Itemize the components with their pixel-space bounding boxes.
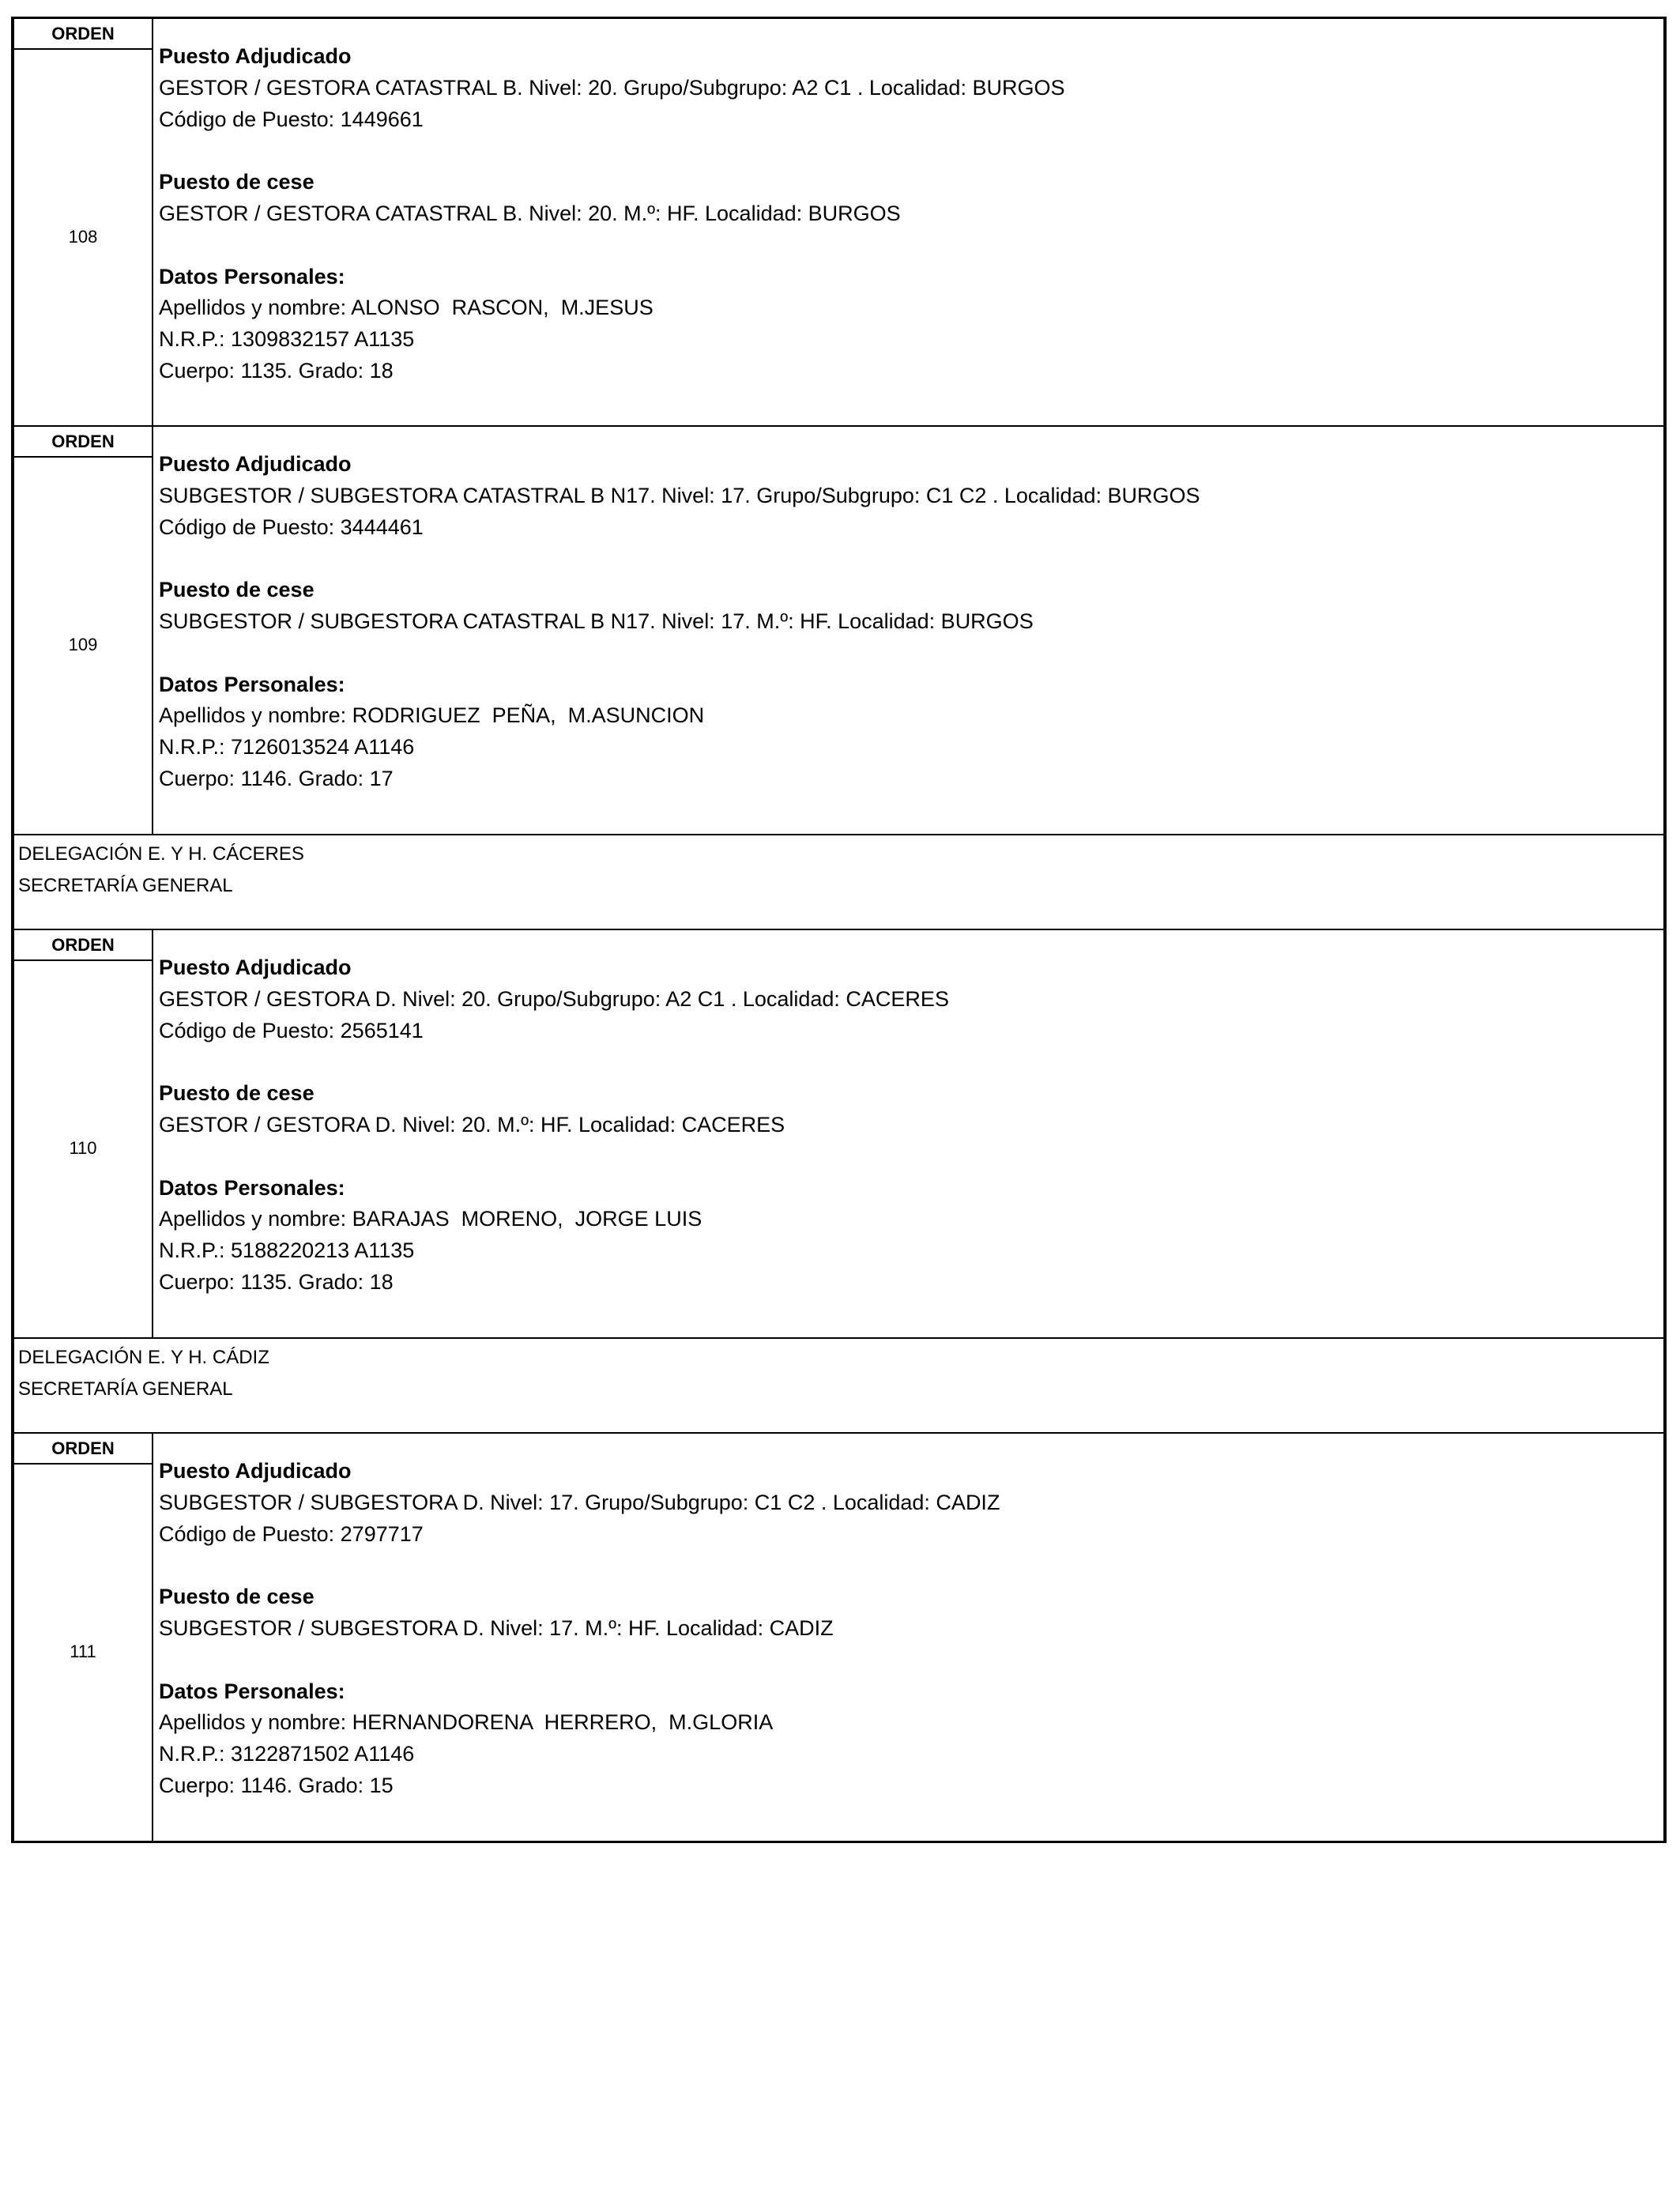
secretaria-label: SECRETARÍA GENERAL [18, 875, 233, 896]
cuerpo-grado: Cuerpo: 1146. Grado: 17 [159, 766, 394, 790]
orden-number: 110 [69, 1138, 97, 1158]
puesto-adjudicado-heading: Puesto Adjudicado [159, 452, 352, 476]
orden-header: ORDEN [14, 427, 152, 458]
puesto-cese-text: SUBGESTOR / SUBGESTORA D. Nivel: 17. M.º: HF. Localidad: CADIZ [159, 1615, 834, 1640]
puesto-adjudicado-text: GESTOR / GESTORA CATASTRAL B. Nivel: 20. Grupo/Subgrupo: A2 C1 . Localidad: BURGOS [159, 75, 1065, 100]
entry-content [153, 1434, 1663, 1841]
entry-row [11, 1432, 1667, 1843]
entry-content [153, 19, 1663, 425]
nrp: N.R.P.: 1309832157 A1135 [159, 327, 415, 352]
orden-column [14, 427, 153, 834]
datos-personales-heading: Datos Personales: [159, 1679, 345, 1703]
orden-column [14, 1434, 153, 1841]
cuerpo-grado: Cuerpo: 1146. Grado: 15 [159, 1773, 394, 1797]
entry-row [11, 17, 1667, 425]
datos-personales-heading: Datos Personales: [159, 264, 345, 288]
entry-content [153, 930, 1663, 1337]
adjudication-table [11, 17, 1667, 1843]
orden-column [14, 930, 153, 1337]
codigo-puesto: Código de Puesto: 3444461 [159, 515, 424, 539]
nrp: N.R.P.: 7126013524 A1146 [159, 735, 415, 760]
puesto-cese-text: GESTOR / GESTORA CATASTRAL B. Nivel: 20. M.º: HF. Localidad: BURGOS [159, 201, 901, 225]
apellidos-nombre: Apellidos y nombre: ALONSO RASCON, M.JESUS [159, 296, 654, 320]
apellidos-nombre: Apellidos y nombre: HERNANDORENA HERRERO, M.GLORIA [159, 1710, 774, 1735]
orden-number: 111 [70, 1642, 96, 1661]
puesto-cese-heading: Puesto de cese [159, 1585, 315, 1609]
delegacion-label: DELEGACIÓN E. Y H. CÁDIZ [18, 1347, 269, 1368]
codigo-puesto: Código de Puesto: 1449661 [159, 107, 424, 131]
datos-personales-heading: Datos Personales: [159, 1175, 345, 1200]
datos-personales-heading: Datos Personales: [159, 672, 345, 696]
orden-header: ORDEN [14, 930, 152, 961]
puesto-cese-heading: Puesto de cese [159, 578, 315, 602]
codigo-puesto: Código de Puesto: 2797717 [159, 1521, 424, 1546]
apellidos-nombre: Apellidos y nombre: RODRIGUEZ PEÑA, M.ASUNCION [159, 703, 705, 728]
puesto-adjudicado-text: SUBGESTOR / SUBGESTORA D. Nivel: 17. Grupo/Subgrupo: C1 C2 . Localidad: CADIZ [159, 1490, 1000, 1514]
entry-content [153, 427, 1663, 834]
delegacion-label: DELEGACIÓN E. Y H. CÁCERES [18, 843, 304, 865]
cuerpo-grado: Cuerpo: 1135. Grado: 18 [159, 358, 394, 383]
puesto-adjudicado-heading: Puesto Adjudicado [159, 1459, 352, 1483]
section-header [11, 834, 1667, 929]
puesto-adjudicado-heading: Puesto Adjudicado [159, 44, 352, 68]
puesto-adjudicado-heading: Puesto Adjudicado [159, 956, 352, 979]
orden-header: ORDEN [14, 1434, 152, 1465]
puesto-cese-heading: Puesto de cese [159, 170, 315, 194]
entry-row [11, 425, 1667, 834]
nrp: N.R.P.: 5188220213 A1135 [159, 1238, 415, 1263]
puesto-adjudicado-text: SUBGESTOR / SUBGESTORA CATASTRAL B N17. Nivel: 17. Grupo/Subgrupo: C1 C2 . Localidad: BURGOS [159, 483, 1200, 507]
orden-header: ORDEN [14, 19, 152, 50]
orden-number: 109 [68, 635, 98, 654]
puesto-cese-text: GESTOR / GESTORA D. Nivel: 20. M.º: HF. Localidad: CACERES [159, 1112, 785, 1137]
cuerpo-grado: Cuerpo: 1135. Grado: 18 [159, 1269, 394, 1294]
codigo-puesto: Código de Puesto: 2565141 [159, 1018, 424, 1042]
puesto-adjudicado-text: GESTOR / GESTORA D. Nivel: 20. Grupo/Subgrupo: A2 C1 . Localidad: CACERES [159, 986, 949, 1011]
puesto-cese-heading: Puesto de cese [159, 1081, 315, 1106]
orden-column [14, 19, 153, 425]
apellidos-nombre: Apellidos y nombre: BARAJAS MORENO, JORGE LUIS [159, 1207, 703, 1231]
puesto-cese-text: SUBGESTOR / SUBGESTORA CATASTRAL B N17. Nivel: 17. M.º: HF. Localidad: BURGOS [159, 609, 1034, 633]
orden-number: 108 [68, 226, 98, 247]
nrp: N.R.P.: 3122871502 A1146 [159, 1742, 415, 1766]
secretaria-label: SECRETARÍA GENERAL [18, 1378, 233, 1400]
entry-row [11, 929, 1667, 1337]
section-header [11, 1337, 1667, 1432]
